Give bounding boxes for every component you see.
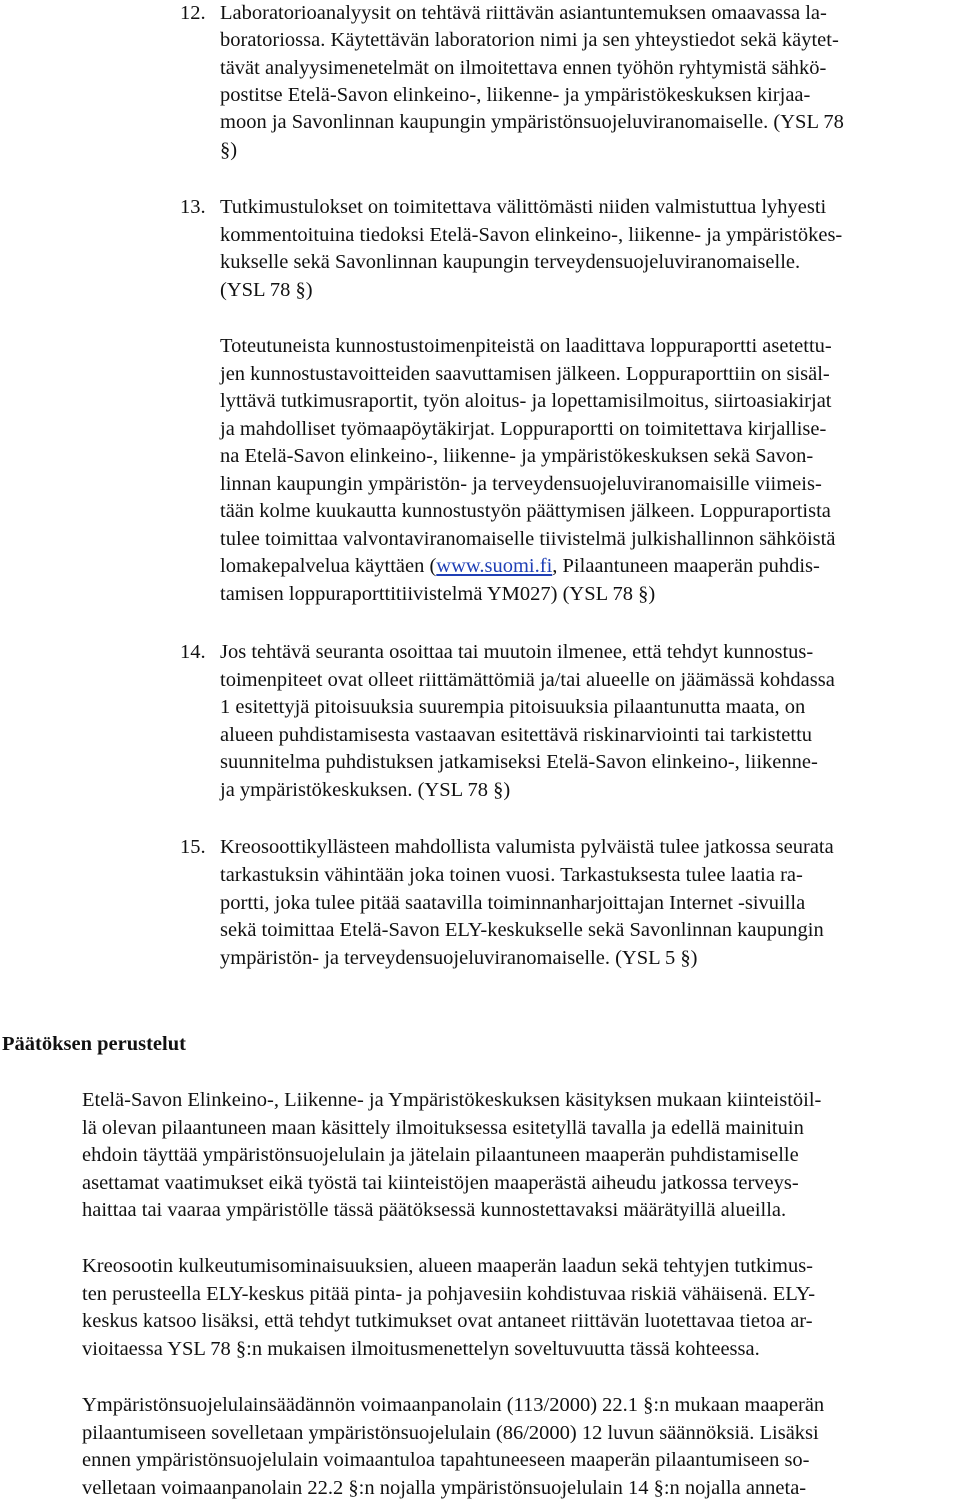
item-text-line: postitse Etelä-Savon elinkeino-, liikenne- ja ympäristökeskuksen kirjaa- <box>220 84 811 106</box>
item-text-line: tarkastuksin vähintään joka toinen vuosi. Tarkastuksesta tulee laatia ra- <box>220 864 803 886</box>
item-text-line: Tutkimustulokset on toimitettava välittömästi niiden valmistuttua lyhyesti <box>220 196 827 218</box>
paragraph-line: linnan kaupungin ympäristön- ja terveydensuojeluviranomaisille viimeis- <box>220 473 822 495</box>
item-number: 14. <box>180 641 206 663</box>
section-paragraph-line: ehdoin täyttää ympäristönsuojelulain ja jätelain pilaantuneen maaperän puhdistamiselle <box>82 1144 799 1166</box>
paragraph-line: Toteutuneista kunnostustoimenpiteistä on laadittava loppuraportti asetettu- <box>220 335 832 357</box>
section-paragraph-line: Kreosootin kulkeutumisominaisuuksien, alueen maaperän laadun sekä tehtyjen tutkimus- <box>82 1255 813 1277</box>
item-text-line: alueen puhdistamisesta vastaavan esitettävä riskinarviointi tai tarkistettu <box>220 724 813 746</box>
item-text-line: kukselle sekä Savonlinnan kaupungin terveydensuojeluviranomaiselle. <box>220 251 801 273</box>
item-number: 12. <box>180 2 206 24</box>
item-text-line: portti, joka tulee pitää saatavilla toiminnanharjoittajan Internet -sivuilla <box>220 892 806 914</box>
section-paragraph-line: haittaa tai vaaraa ympäristölle tässä päätöksessä kunnostettavaksi määrätyillä alueilla. <box>82 1199 787 1221</box>
suomi-fi-link[interactable]: www.suomi.fi <box>436 555 553 577</box>
item-number: 13. <box>180 196 206 218</box>
section-paragraph-line: vioitaessa YSL 78 §:n mukaisen ilmoitusmenettelyn soveltuvuutta tässä kohteessa. <box>82 1338 760 1360</box>
paragraph-line: tään kolme kuukautta kunnostustyön päättymisen jälkeen. Loppuraportista <box>220 500 831 522</box>
link-line-before: lomakepalvelua käyttäen ( <box>220 555 437 577</box>
section-paragraph-line: asettamat vaatimukset eikä työstä tai kiinteistöjen maaperästä aiheudu jatkossa terveys- <box>82 1172 799 1194</box>
paragraph-line-with-link <box>220 553 820 579</box>
section-paragraph-line: lä olevan pilaantuneen maan käsittely ilmoituksessa esitetyllä tavalla ja edellä mainituin <box>82 1117 804 1139</box>
item-text-line: kommentoituina tiedoksi Etelä-Savon elinkeino-, liikenne- ja ympäristökes- <box>220 224 843 246</box>
item-text-line: ja ympäristökeskuksen. (YSL 78 §) <box>220 779 511 801</box>
section-paragraph-line: ennen ympäristönsuojelulain voimaantuloa tapahtuneeseen maaperän pilaantumiseen so- <box>82 1449 810 1471</box>
section-paragraph-line: velletaan voimaanpanolain 22.2 §:n nojalla ympäristönsuojelulain 14 §:n nojalla anneta- <box>82 1477 807 1499</box>
section-paragraph-line: keskus katsoo lisäksi, että tehdyt tutkimukset ovat antaneet riittävän luotettavaa tietoa ar- <box>82 1310 813 1332</box>
paragraph-line: lyttävä tutkimusraportit, työn aloitus- ja lopettamisilmoitus, siirtoasiakirjat <box>220 390 832 412</box>
section-paragraph-line: Ympäristönsuojelulainsäädännön voimaanpanolain (113/2000) 22.1 §:n mukaan maaperän <box>82 1394 825 1416</box>
paragraph-line: jen kunnostustavoitteiden saavuttamisen jälkeen. Loppuraporttiin on sisäl- <box>220 363 830 385</box>
item-text-line: moon ja Savonlinnan kaupungin ympäristönsuojeluviranomaiselle. (YSL 78 <box>220 111 844 133</box>
paragraph-line: na Etelä-Savon elinkeino-, liikenne- ja ympäristökeskuksen sekä Savon- <box>220 445 814 467</box>
section-paragraph-line: ten perusteella ELY-keskus pitää pinta- ja pohjavesiin kohdistuvaa riskiä vähäisenä. ELY- <box>82 1283 816 1305</box>
section-paragraph-line: pilaantumiseen sovelletaan ympäristönsuojelulain (86/2000) 12 luvun säännöksiä. Lisäksi <box>82 1422 819 1444</box>
section-paragraph-line: Etelä-Savon Elinkeino-, Liikenne- ja Ympäristökeskuksen käsityksen mukaan kiinteistöil- <box>82 1089 822 1111</box>
item-text-line: Kreosoottikyllästeen mahdollista valumista pylväistä tulee jatkossa seurata <box>220 836 834 858</box>
item-text-line: §) <box>220 139 238 161</box>
item-text-line: sekä toimittaa Etelä-Savon ELY-keskukselle sekä Savonlinnan kaupungin <box>220 919 824 941</box>
item-text-line: boratoriossa. Käytettävän laboratorion nimi ja sen yhteystiedot sekä käytet- <box>220 29 839 51</box>
item-text-line: Jos tehtävä seuranta osoittaa tai muutoin ilmenee, että tehdyt kunnostus- <box>220 641 814 663</box>
item-number: 15. <box>180 836 206 858</box>
link-line-after: , Pilaantuneen maaperän puhdis- <box>552 555 820 577</box>
paragraph-line: tulee toimittaa valvontaviranomaiselle tiivistelmä julkishallinnon sähköistä <box>220 528 836 550</box>
item-text-line: (YSL 78 §) <box>220 279 313 301</box>
section-heading: Päätöksen perustelut <box>2 1033 186 1055</box>
paragraph-line: ja mahdolliset työmaapöytäkirjat. Loppuraportti on toimitettava kirjallise- <box>220 418 827 440</box>
item-text-line: ympäristön- ja terveydensuojeluviranomaiselle. (YSL 5 §) <box>220 947 698 969</box>
item-text-line: Laboratorioanalyysit on tehtävä riittävän asiantuntemuksen omaavassa la- <box>220 2 827 24</box>
item-text-line: 1 esitettyjä pitoisuuksia suurempia pitoisuuksia pilaantunutta maata, on <box>220 696 806 718</box>
paragraph-line: tamisen loppuraporttitiivistelmä YM027) (YSL 78 §) <box>220 583 656 605</box>
item-text-line: suunnitelma puhdistuksen jatkamiseksi Etelä-Savon elinkeino-, liikenne- <box>220 751 818 773</box>
item-text-line: toimenpiteet ovat olleet riittämättömiä ja/tai alueelle on jäämässä kohdassa <box>220 669 835 691</box>
item-text-line: tävät analyysimenetelmät on ilmoitettava ennen työhön ryhtymistä sähkö- <box>220 57 827 79</box>
